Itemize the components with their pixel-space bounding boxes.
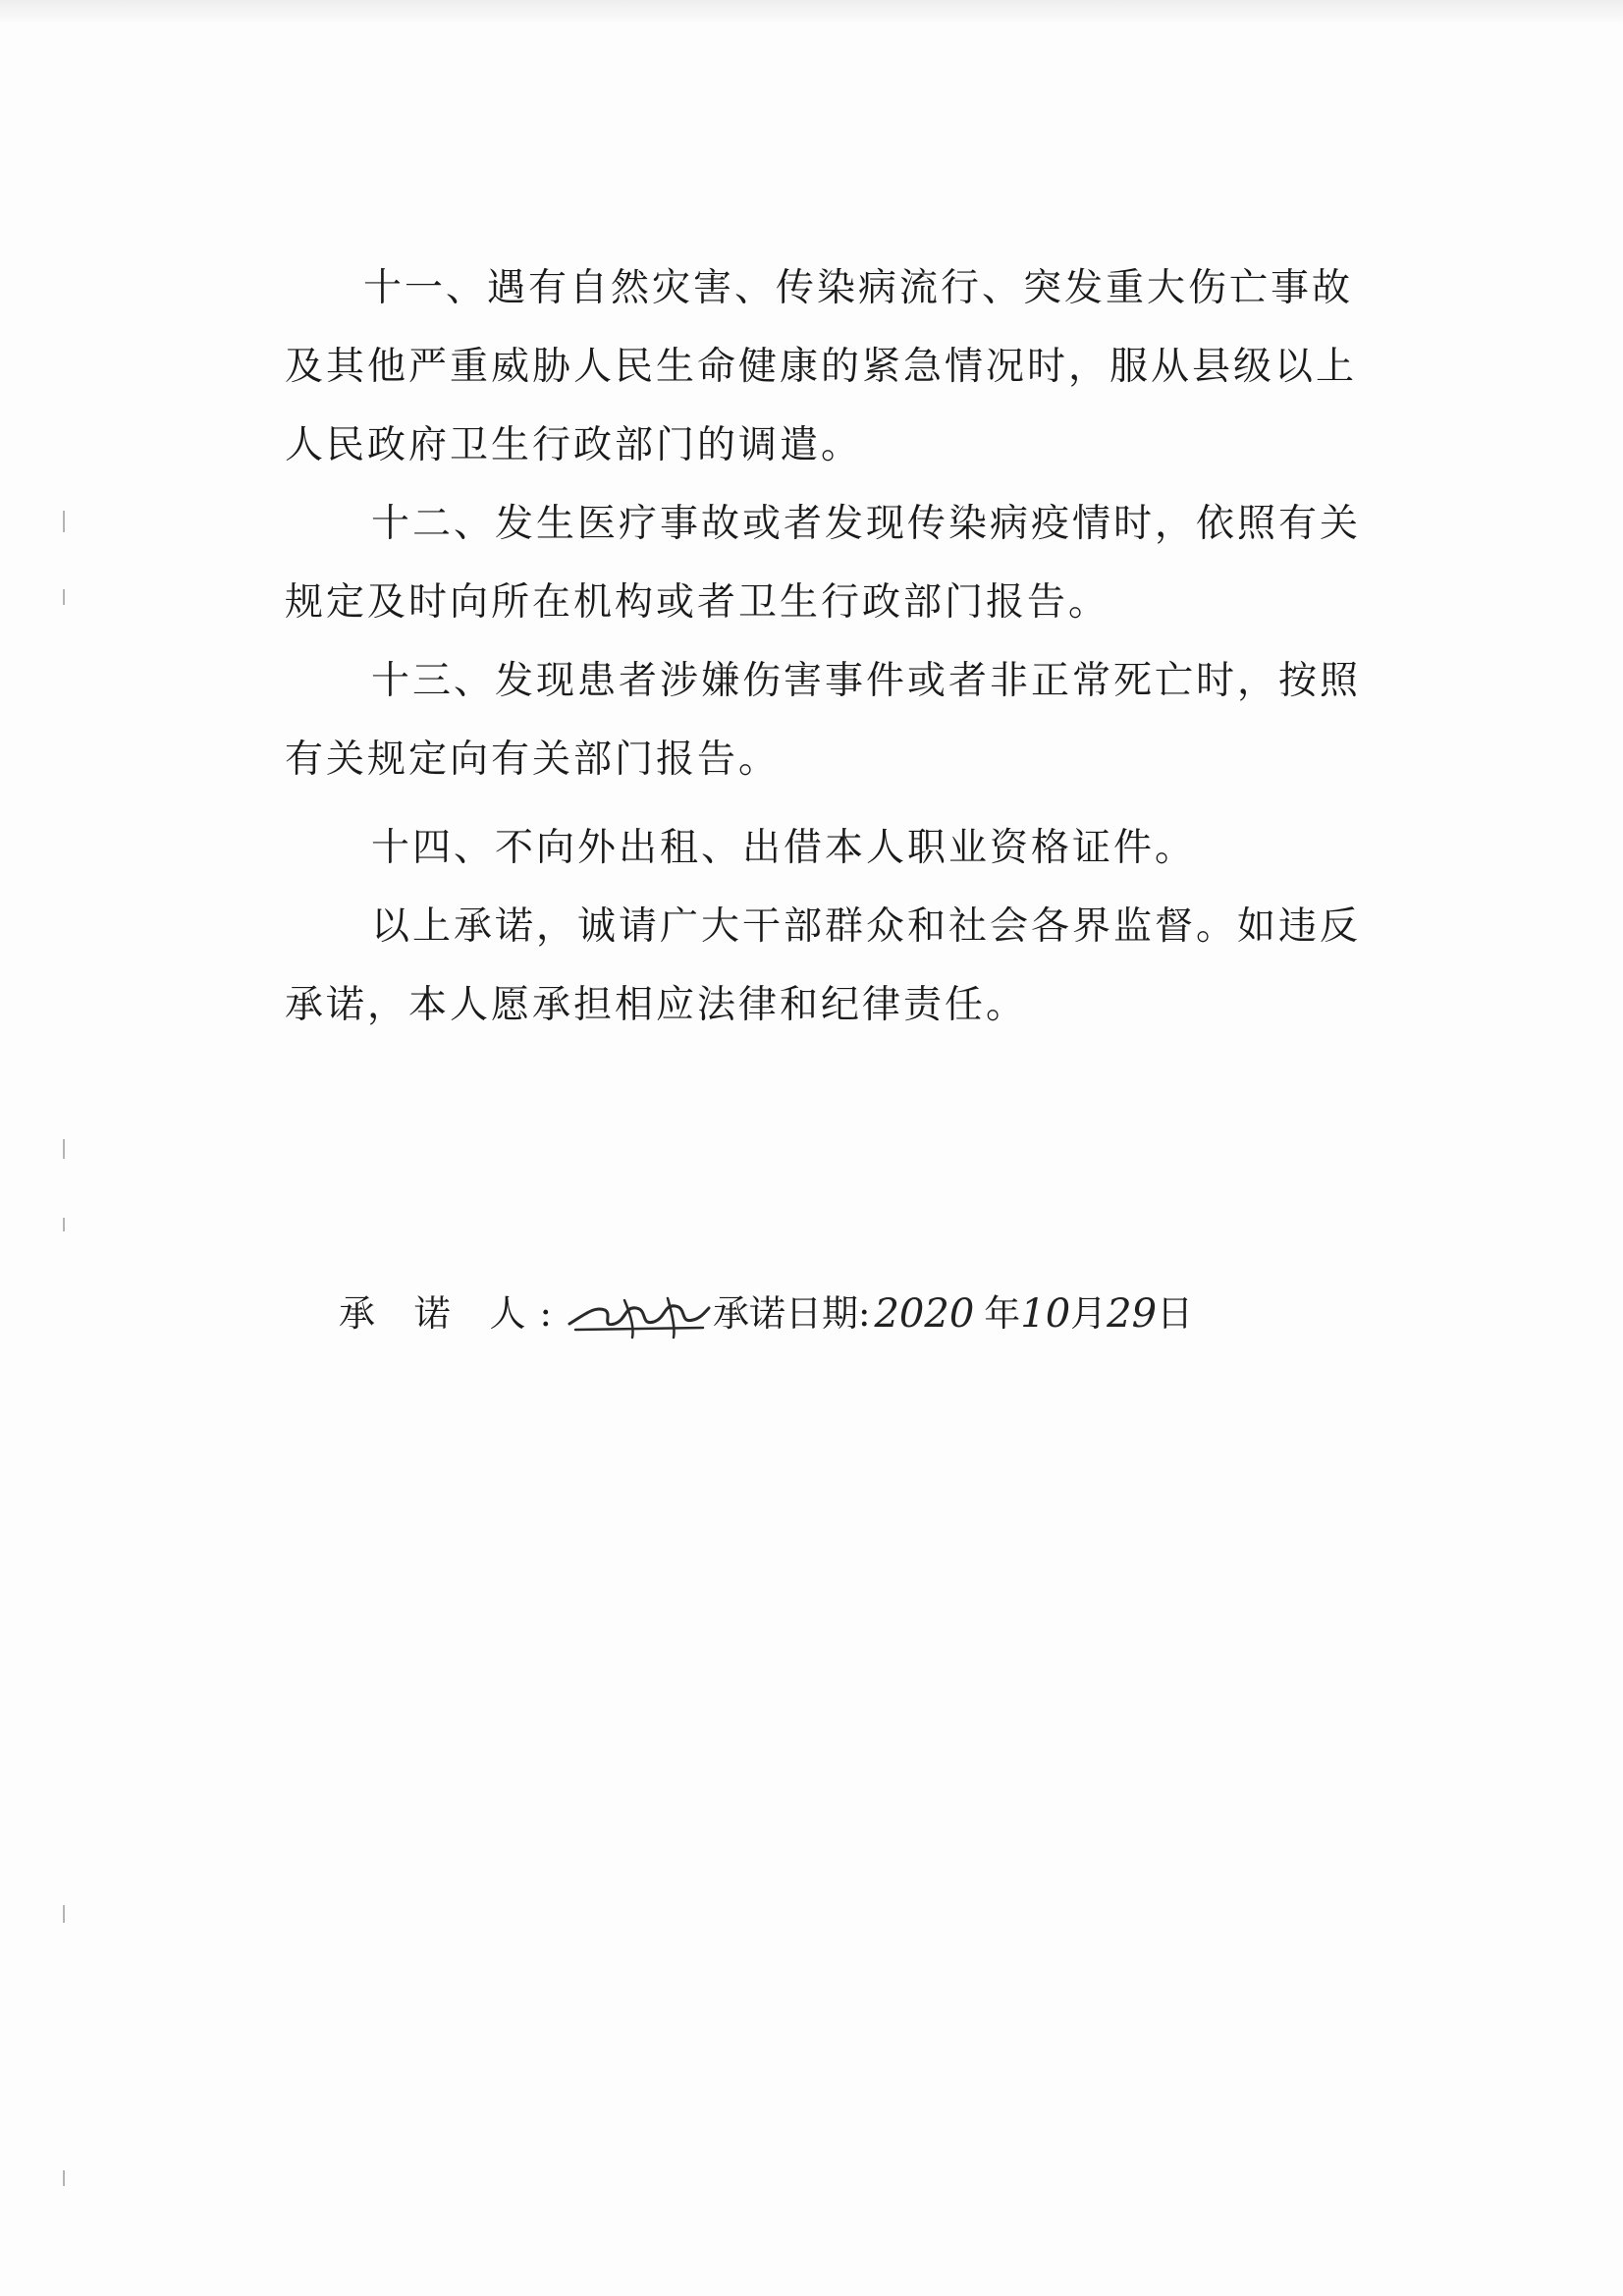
clause-13-line-2: 有关规定向有关部门报告。 (285, 738, 781, 782)
promise-date-year: 2020 (874, 1291, 975, 1337)
clause-12-line-2: 规定及时向所在机构或者卫生行政部门报告。 (285, 580, 1110, 625)
signature-line (339, 1275, 1193, 1353)
clause-14-line-1: 十四、不向外出租、出借本人职业资格证件。 (371, 826, 1197, 870)
closing-line-2: 承诺，本人愿承担相应法律和纪律责任。 (285, 983, 1028, 1027)
clause-11-line-1: 十一、遇有自然灾害、传染病流行、突发重大伤亡事故 (363, 266, 1354, 310)
clause-12-line-1: 十二、发生医疗事故或者发现传染病疫情时，依照有关 (371, 502, 1362, 546)
binding-mark (63, 1905, 65, 1923)
clause-11-line-2: 及其他严重威胁人民生命健康的紧急情况时，服从县级以上 (285, 345, 1358, 389)
binding-mark (63, 2170, 65, 2186)
month-char: 月 (1070, 1292, 1108, 1335)
promise-date-label: 承诺日期: (713, 1292, 871, 1335)
closing-line-1: 以上承诺，诚请广大干部群众和社会各界监督。如违反 (371, 904, 1362, 949)
clause-13 (285, 642, 1361, 799)
day-char: 日 (1157, 1292, 1194, 1335)
promise-date-day: 29 (1107, 1291, 1158, 1337)
handwritten-signature (566, 1285, 713, 1343)
year-char: 年 (984, 1292, 1021, 1335)
clause-11-line-3: 人民政府卫生行政部门的调遣。 (285, 423, 863, 467)
clause-12 (285, 485, 1361, 642)
closing-statement (285, 888, 1361, 1045)
promise-date-month: 10 (1020, 1291, 1071, 1337)
binding-mark (63, 1218, 65, 1231)
clause-13-line-1: 十三、发现患者涉嫌伤害事件或者非正常死亡时，按照 (371, 659, 1362, 703)
clause-14 (285, 809, 1196, 888)
binding-mark (63, 511, 65, 532)
promisor-label: 承 诺 人: (339, 1292, 566, 1335)
binding-mark (63, 1139, 65, 1159)
binding-mark (63, 589, 65, 605)
clause-11 (285, 249, 1357, 485)
scan-shading (0, 0, 1623, 26)
